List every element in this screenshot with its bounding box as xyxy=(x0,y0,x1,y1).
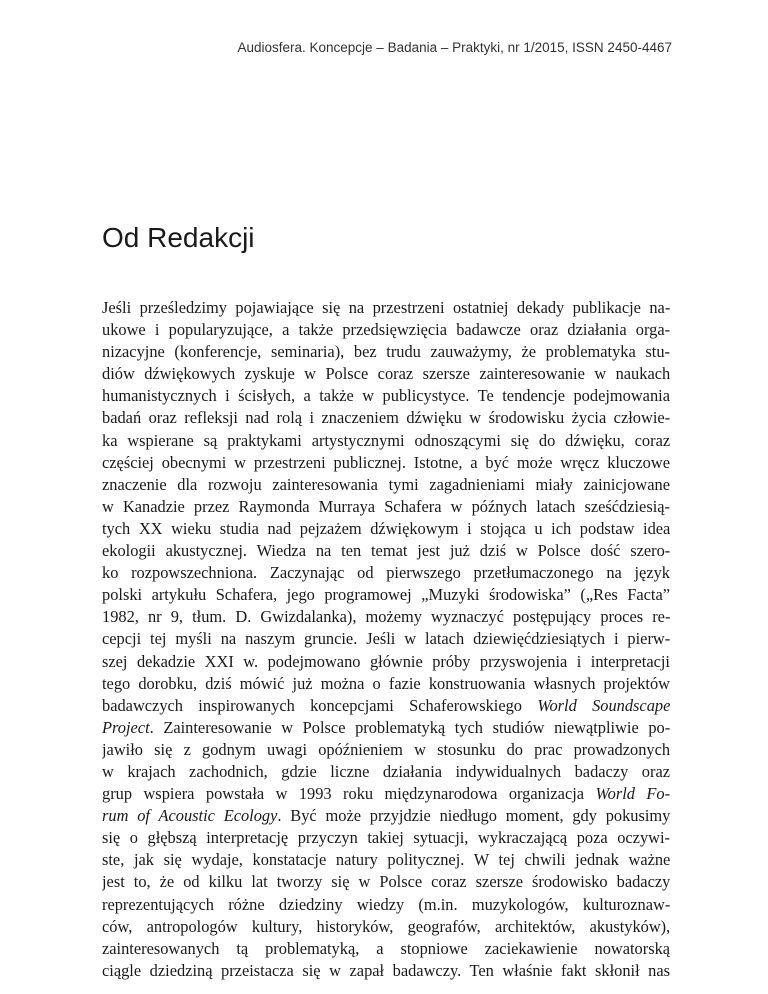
text-run: tego dorobku, dziś mówić już można o fazie konstruowania własnych projektów xyxy=(102,673,670,693)
text-run: Jeśli prześledzimy pojawiające się na przestrzeni ostatniej dekady publikacje na- xyxy=(102,298,670,317)
text-line xyxy=(102,805,670,827)
italic-title: Project xyxy=(102,717,150,737)
text-run: ko rozpowszechniona. Zaczynając od pierwszego przetłumaczonego na język xyxy=(102,563,670,583)
text-line xyxy=(102,938,670,960)
text-line xyxy=(102,562,670,584)
text-line xyxy=(102,673,670,695)
text-run: 1982, nr 9, tłum. D. Gwizdalanka), możemy wyznaczyć postępujący proces re- xyxy=(102,607,670,627)
text-line xyxy=(102,474,670,496)
text-run: nizacyjne (konferencje, seminaria), bez trudu zauważymy, że problematyka stu- xyxy=(102,342,670,362)
text-run: się o głębszą interpretację przyczyn takiej sytuacji, wykraczającą poza oczywi- xyxy=(102,828,670,848)
italic-title: World Soundscape xyxy=(537,695,670,715)
text-run: tych XX wieku studia nad pejzażem dźwiękowym i stojąca u ich podstaw idea xyxy=(102,518,670,538)
italic-title: rum of Acoustic Ecology xyxy=(102,806,278,826)
text-run: ka wspierane są praktykami artystycznymi odnoszącymi się do dźwięku, coraz xyxy=(102,430,670,450)
text-run: częściej obecnymi w przestrzeni publicznej. Istotne, a być może wręcz kluczowe xyxy=(102,452,670,472)
text-run: w krajach zachodnich, gdzie liczne działania indywidualnych badaczy oraz xyxy=(102,761,670,781)
text-run: zainteresowanych tą problematyką, a stopniowe zaciekawienie nowatorską xyxy=(102,938,670,958)
text-line xyxy=(102,341,670,363)
text-line xyxy=(102,430,670,452)
text-line xyxy=(102,849,670,871)
text-run: badań oraz refleksji nad rolą i znaczeniem dźwięku w środowisku życia człowie- xyxy=(102,408,670,428)
text-line xyxy=(102,894,670,916)
text-line xyxy=(102,518,670,540)
text-run: jawiło się z godnym uwagi opóźnieniem w stosunku do prac prowadzonych xyxy=(102,739,670,759)
text-line xyxy=(102,540,670,562)
text-run: reprezentujących różne dziedziny wiedzy (m.in. muzykologów, kulturoznaw- xyxy=(102,894,670,914)
text-line xyxy=(102,628,670,650)
text-line xyxy=(102,761,670,783)
text-line xyxy=(102,407,670,429)
page-title: Od Redakcji xyxy=(102,222,255,253)
text-run: cepcji tej myśli na naszym gruncie. Jeśli w latach dziewięćdziesiątych i pierw- xyxy=(102,629,670,649)
text-run: ste, jak się wydaje, konstatacje natury politycznej. W tej chwili jednak ważne xyxy=(102,850,670,870)
text-line xyxy=(102,717,670,739)
text-run: ukowe i popularyzujące, a także przedsięwzięcia badawcze oraz działania orga- xyxy=(102,320,670,340)
text-line xyxy=(102,606,670,628)
text-line xyxy=(102,651,670,673)
text-run: szej dekadzie XXI w. podejmowano głównie próby przyswojenia i interpretacji xyxy=(102,651,670,671)
text-line xyxy=(102,584,670,606)
text-run: ekologii akustycznej. Wiedza na ten temat jest już dziś w Polsce dość szero- xyxy=(102,541,670,561)
text-run: ciągle dziedziną przeistacza się w zapał badawczy. Ten właśnie fakt skłonił nas xyxy=(102,960,670,980)
text-line xyxy=(102,783,670,805)
text-line xyxy=(102,319,670,341)
text-line xyxy=(102,385,670,407)
text-run: grup wspiera powstała w 1993 roku międzynarodowa organizacja xyxy=(102,784,596,804)
text-line xyxy=(102,960,670,982)
text-line xyxy=(102,827,670,849)
italic-title: World Fo- xyxy=(595,784,670,804)
text-run: jest to, że od kilku lat tworzy się w Polsce coraz szersze środowisko badaczy xyxy=(102,872,670,892)
text-line xyxy=(102,695,670,717)
text-run: polski artykułu Schafera, jego programowej „Muzyki środowiska” („Res Facta” xyxy=(102,585,670,605)
text-run: w Kanadzie przez Raymonda Murraya Schafera w późnych latach sześćdziesią- xyxy=(102,496,670,516)
text-line xyxy=(102,297,670,319)
text-run: diów dźwiękowych zyskuje w Polsce coraz szersze zainteresowanie w naukach xyxy=(102,364,670,384)
text-run: humanistycznych i ścisłych, a także w publicystyce. Te tendencje podejmowania xyxy=(102,386,670,406)
text-run: . Być może przyjdzie niedługo moment, gdy pokusimy xyxy=(277,806,670,826)
text-run: znaczenie dla rozwoju zainteresowania tymi zagadnieniami miały zainicjowane xyxy=(102,474,670,494)
body-paragraph xyxy=(102,297,670,982)
text-run: ców, antropologów kultury, historyków, geografów, architektów, akustyków), xyxy=(102,916,670,936)
text-run: badawczych inspirowanych koncepcjami Schaferowskiego xyxy=(102,695,538,715)
text-line xyxy=(102,871,670,893)
text-line xyxy=(102,363,670,385)
text-line xyxy=(102,496,670,518)
text-line xyxy=(102,739,670,761)
text-run: . Zainteresowanie w Polsce problematyką tych studiów niewątpliwie po- xyxy=(149,717,670,737)
running-header: Audiosfera. Koncepcje – Badania – Praktyki, nr 1/2015, ISSN 2450-4467 xyxy=(237,40,672,55)
text-line xyxy=(102,452,670,474)
text-line xyxy=(102,916,670,938)
